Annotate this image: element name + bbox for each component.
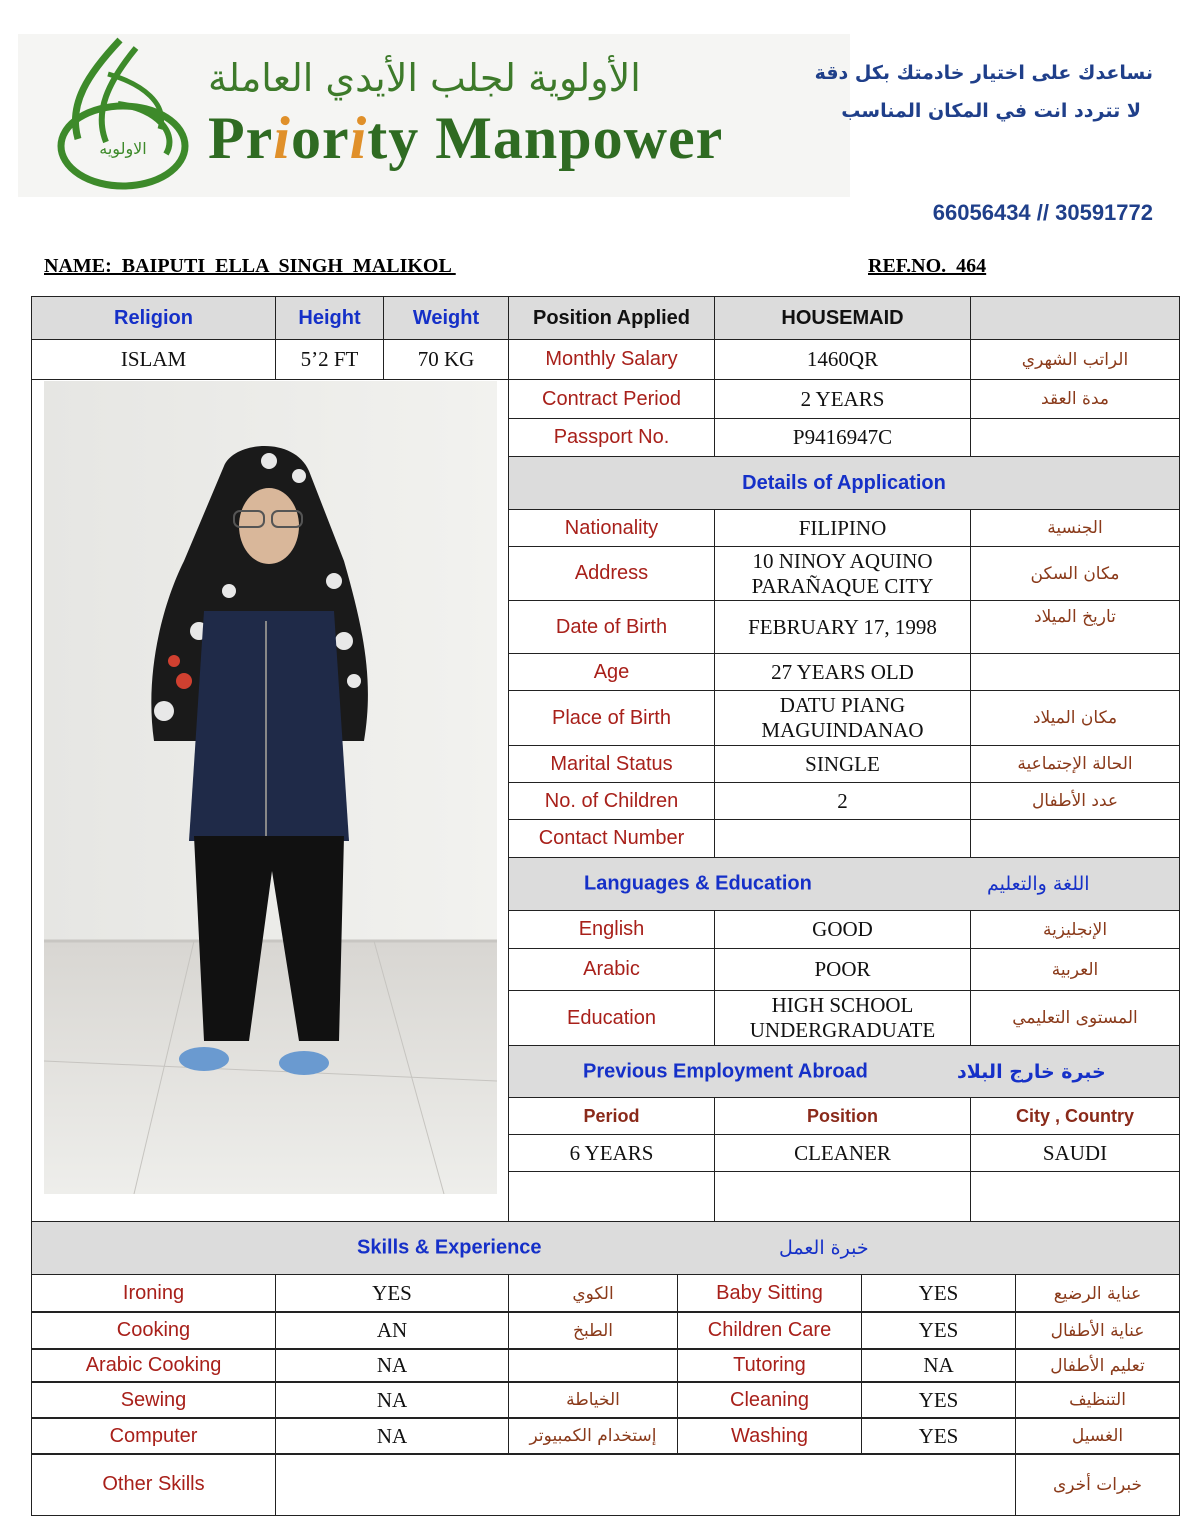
skill-label: Baby Sitting	[677, 1274, 862, 1313]
education-ar: المستوى التعليمي	[970, 990, 1180, 1046]
skill-label: Cleaning	[677, 1381, 862, 1419]
other-skills-value	[275, 1453, 1016, 1516]
position-applied-label: Position Applied	[508, 296, 715, 340]
passport-ar	[970, 418, 1180, 457]
skill-ar: الغسيل	[1015, 1417, 1180, 1455]
city-country-header: City , Country	[970, 1097, 1180, 1135]
contact-label: Contact Number	[508, 819, 715, 858]
english-ar: الإنجليزية	[970, 910, 1180, 949]
details-section-title: Details of Application	[508, 456, 1180, 510]
skill-label: Arabic Cooking	[31, 1348, 276, 1383]
logo-arabic-text: الأولوية لجلب الأيدي العاملة	[208, 56, 641, 100]
other-skills-ar: خبرات أخرى	[1015, 1453, 1180, 1516]
reference-number: REF.NO. 464	[868, 255, 987, 277]
pob-ar: مكان الميلاد	[970, 690, 1180, 746]
skill-ar: تعليم الأطفال	[1015, 1348, 1180, 1383]
arabic-value: POOR	[714, 948, 971, 991]
skill-value: YES	[275, 1274, 509, 1313]
skill-ar: الخياطة	[508, 1381, 678, 1419]
children-ar: عدد الأطفال	[970, 782, 1180, 820]
address-value: 10 NINOY AQUINO PARAÑAQUE CITY	[714, 546, 971, 601]
skill-value: NA	[275, 1417, 509, 1455]
other-skills-label: Other Skills	[31, 1453, 276, 1516]
salary-ar: الراتب الشهري	[970, 339, 1180, 380]
nationality-ar: الجنسية	[970, 509, 1180, 547]
passport-label: Passport No.	[508, 418, 715, 457]
skill-label: Washing	[677, 1417, 862, 1455]
address-ar: مكان السكن	[970, 546, 1180, 601]
column-divider	[508, 380, 509, 1222]
arabic-ar: العربية	[970, 948, 1180, 991]
contract-ar: مدة العقد	[970, 379, 1180, 419]
skill-value: YES	[861, 1274, 1016, 1313]
age-ar	[970, 653, 1180, 691]
pob-value: DATU PIANG MAGUINDANAO	[714, 690, 971, 746]
passport-value: P9416947C	[714, 418, 971, 457]
period-header: Period	[508, 1097, 715, 1135]
religion-value: ISLAM	[31, 339, 276, 380]
skill-value: NA	[275, 1381, 509, 1419]
english-label: English	[508, 910, 715, 949]
english-value: GOOD	[714, 910, 971, 949]
logo-english-text: Priority Manpower	[208, 105, 724, 171]
dob-ar: تاريخ الميلاد	[970, 600, 1180, 654]
skill-ar: الطبخ	[508, 1311, 678, 1350]
height-header: Height	[275, 296, 384, 340]
employment-section-title: Previous Employment Abroad خبرة خارج البلاد	[508, 1045, 1180, 1098]
skills-section-title: Skills & Experience خبرة العمل	[31, 1221, 1180, 1275]
dob-value: FEBRUARY 17, 1998	[714, 600, 971, 654]
skill-label: Computer	[31, 1417, 276, 1455]
position-applied-ar	[970, 296, 1180, 340]
position-header: Position	[714, 1097, 971, 1135]
skill-label: Ironing	[31, 1274, 276, 1313]
age-label: Age	[508, 653, 715, 691]
employment-empty-cell	[508, 1171, 715, 1222]
skill-ar: إستخدام الكمبيوتر	[508, 1417, 678, 1455]
applicant-name: NAME: BAIPUTI ELLA SINGH MALIKOL	[44, 255, 456, 277]
skill-value: YES	[861, 1311, 1016, 1350]
skill-ar: عناية الأطفال	[1015, 1311, 1180, 1350]
languages-section-title: Languages & Education اللغة والتعليم	[508, 857, 1180, 911]
skill-value: NA	[275, 1348, 509, 1383]
contract-value: 2 YEARS	[714, 379, 971, 419]
slogan-line-2: لا تتردد انت في المكان المناسب	[841, 100, 1141, 122]
marital-ar: الحالة الإجتماعية	[970, 745, 1180, 783]
nationality-label: Nationality	[508, 509, 715, 547]
contact-ar	[970, 819, 1180, 858]
skill-label: Tutoring	[677, 1348, 862, 1383]
employment-empty-cell	[970, 1171, 1180, 1222]
skill-label: Sewing	[31, 1381, 276, 1419]
phone-numbers: 66056434 // 30591772	[932, 200, 1153, 225]
contact-value	[714, 819, 971, 858]
skill-value: YES	[861, 1417, 1016, 1455]
slogan-line-1: نساعدك على اختيار خادمتك بكل دقة	[814, 62, 1153, 84]
marital-label: Marital Status	[508, 745, 715, 783]
education-label: Education	[508, 990, 715, 1046]
employment-position: CLEANER	[714, 1134, 971, 1172]
marital-value: SINGLE	[714, 745, 971, 783]
skill-value: NA	[861, 1348, 1016, 1383]
education-value: HIGH SCHOOL UNDERGRADUATE	[714, 990, 971, 1046]
salary-value: 1460QR	[714, 339, 971, 380]
contract-label: Contract Period	[508, 379, 715, 419]
skill-label: Cooking	[31, 1311, 276, 1350]
skill-value: YES	[861, 1381, 1016, 1419]
employment-empty-cell	[714, 1171, 971, 1222]
children-label: No. of Children	[508, 782, 715, 820]
height-value: 5’2 FT	[275, 339, 384, 380]
dob-label: Date of Birth	[508, 600, 715, 654]
address-label: Address	[508, 546, 715, 601]
company-logo	[18, 34, 850, 197]
skill-value: AN	[275, 1311, 509, 1350]
pob-label: Place of Birth	[508, 690, 715, 746]
position-applied-value: HOUSEMAID	[714, 296, 971, 340]
skill-ar: عناية الرضيع	[1015, 1274, 1180, 1313]
skill-ar: الكوي	[508, 1274, 678, 1313]
skill-ar	[508, 1348, 678, 1383]
skill-label: Children Care	[677, 1311, 862, 1350]
logo-emblem-icon	[48, 34, 198, 197]
age-value: 27 YEARS OLD	[714, 653, 971, 691]
employment-country: SAUDI	[970, 1134, 1180, 1172]
religion-header: Religion	[31, 296, 276, 340]
nationality-value: FILIPINO	[714, 509, 971, 547]
employment-period: 6 YEARS	[508, 1134, 715, 1172]
svg-text:الاولويه: الاولويه	[99, 139, 147, 158]
applicant-photo	[44, 381, 497, 1194]
salary-label: Monthly Salary	[508, 339, 715, 380]
skill-ar: التنظيف	[1015, 1381, 1180, 1419]
children-value: 2	[714, 782, 971, 820]
arabic-label: Arabic	[508, 948, 715, 991]
weight-value: 70 KG	[383, 339, 509, 380]
weight-header: Weight	[383, 296, 509, 340]
